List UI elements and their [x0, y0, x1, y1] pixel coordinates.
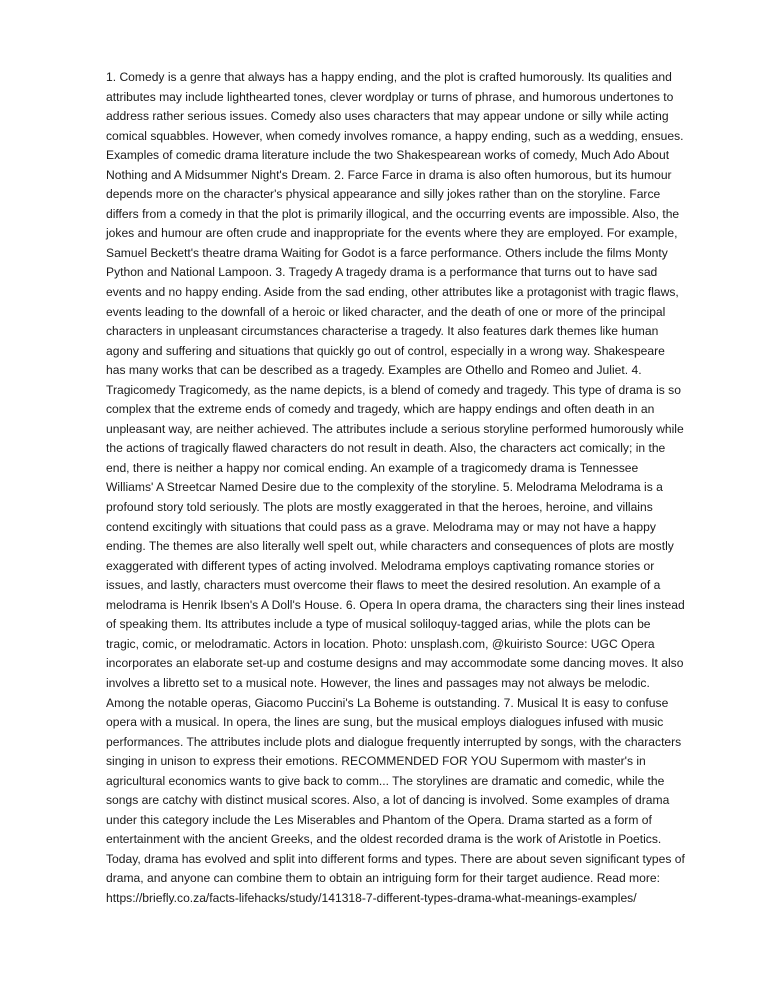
- document-page: [106, 68, 686, 909]
- body-paragraph: 1. Comedy is a genre that always has a happy ending, and the plot is crafted humorously. Its qualities and attributes may include lighthearted tones, clever wordplay or turns of phrase, and humorous undertones to address rather serious issues. Comedy also uses characters that may appear undone or silly while acting comical squabbles. However, when comedy involves romance, a happy ending, such as a wedding, ensues. Examples of comedic drama literature include the two Shakespearean works of comedy, Much Ado About Nothing and A Midsummer Night's Dream. 2. Farce Farce in drama is also often humorous, but its humour depends more on the character's physical appearance and silly jokes rather than on the storyline. Farce differs from a comedy in that the plot is primarily illogical, and the occurring events are impossible. Also, the jokes and humour are often crude and inappropriate for the events where they are employed. For example, Samuel Beckett's theatre drama Waiting for Godot is a farce performance. Others include the films Monty Python and National Lampoon. 3. Tragedy A tragedy drama is a performance that turns out to have sad events and no happy ending. Aside from the sad ending, other attributes like a protagonist with tragic flaws, events leading to the downfall of a heroic or liked character, and the death of one or more of the principal characters in unpleasant circumstances characterise a tragedy. It also features dark themes like human agony and suffering and situations that quickly go out of control, especially in a wrong way. Shakespeare has many works that can be described as a tragedy. Examples are Othello and Romeo and Juliet. 4. Tragicomedy Tragicomedy, as the name depicts, is a blend of comedy and tragedy. This type of drama is so complex that the extreme ends of comedy and tragedy, which are happy endings and often death in an unpleasant way, are neither achieved. The attributes include a serious storyline performed humorously while the actions of tragically flawed characters do not result in death. Also, the characters act comically; in the end, there is neither a happy nor comical ending. An example of a tragicomedy drama is Tennessee Williams' A Streetcar Named Desire due to the complexity of the storyline. 5. Melodrama Melodrama is a profound story told seriously. The plots are mostly exaggerated in that the heroes, heroine, and villains contend excitingly with situations that could pass as a grave. Melodrama may or may not have a happy ending. The themes are also literally well spelt out, while characters and consequences of plots are mostly exaggerated with different types of acting involved. Melodrama employs captivating romance stories or issues, and lastly, characters must overcome their flaws to meet the desired resolution. An example of a melodrama is Henrik Ibsen's A Doll's House. 6. Opera In opera drama, the characters sing their lines instead of speaking them. Its attributes include a type of musical soliloquy-tagged arias, while the plots can be tragic, comic, or melodramatic. Actors in location. Photo: unsplash.com, @kuiristo Source: UGC Opera incorporates an elaborate set-up and costume designs and may accommodate some dancing moves. It also involves a libretto set to a musical note. However, the lines and passages may not always be melodic. Among the notable operas, Giacomo Puccini's La Boheme is outstanding. 7. Musical It is easy to confuse opera with a musical. In opera, the lines are sung, but the musical employs dialogues infused with music performances. The attributes include plots and dialogue frequently interrupted by songs, with the characters singing in unison to express their emotions. RECOMMENDED FOR YOU Supermom with master's in agricultural economics wants to give back to comm... The storylines are dramatic and comedic, while the songs are catchy with distinct musical scores. Also, a lot of dancing is involved. Some examples of drama under this category include the Les Miserables and Phantom of the Opera. Drama started as a form of entertainment with the ancient Greeks, and the oldest recorded drama is the work of Aristotle in Poetics. Today, drama has evolved and split into different forms and types. There are about seven significant types of drama, and anyone can combine them to obtain an intriguing form for their target audience. Read more: https://briefly.co.za/facts-lifehacks/study/141318-7-different-types-drama-what-meanings-examples/: [106, 70, 685, 905]
